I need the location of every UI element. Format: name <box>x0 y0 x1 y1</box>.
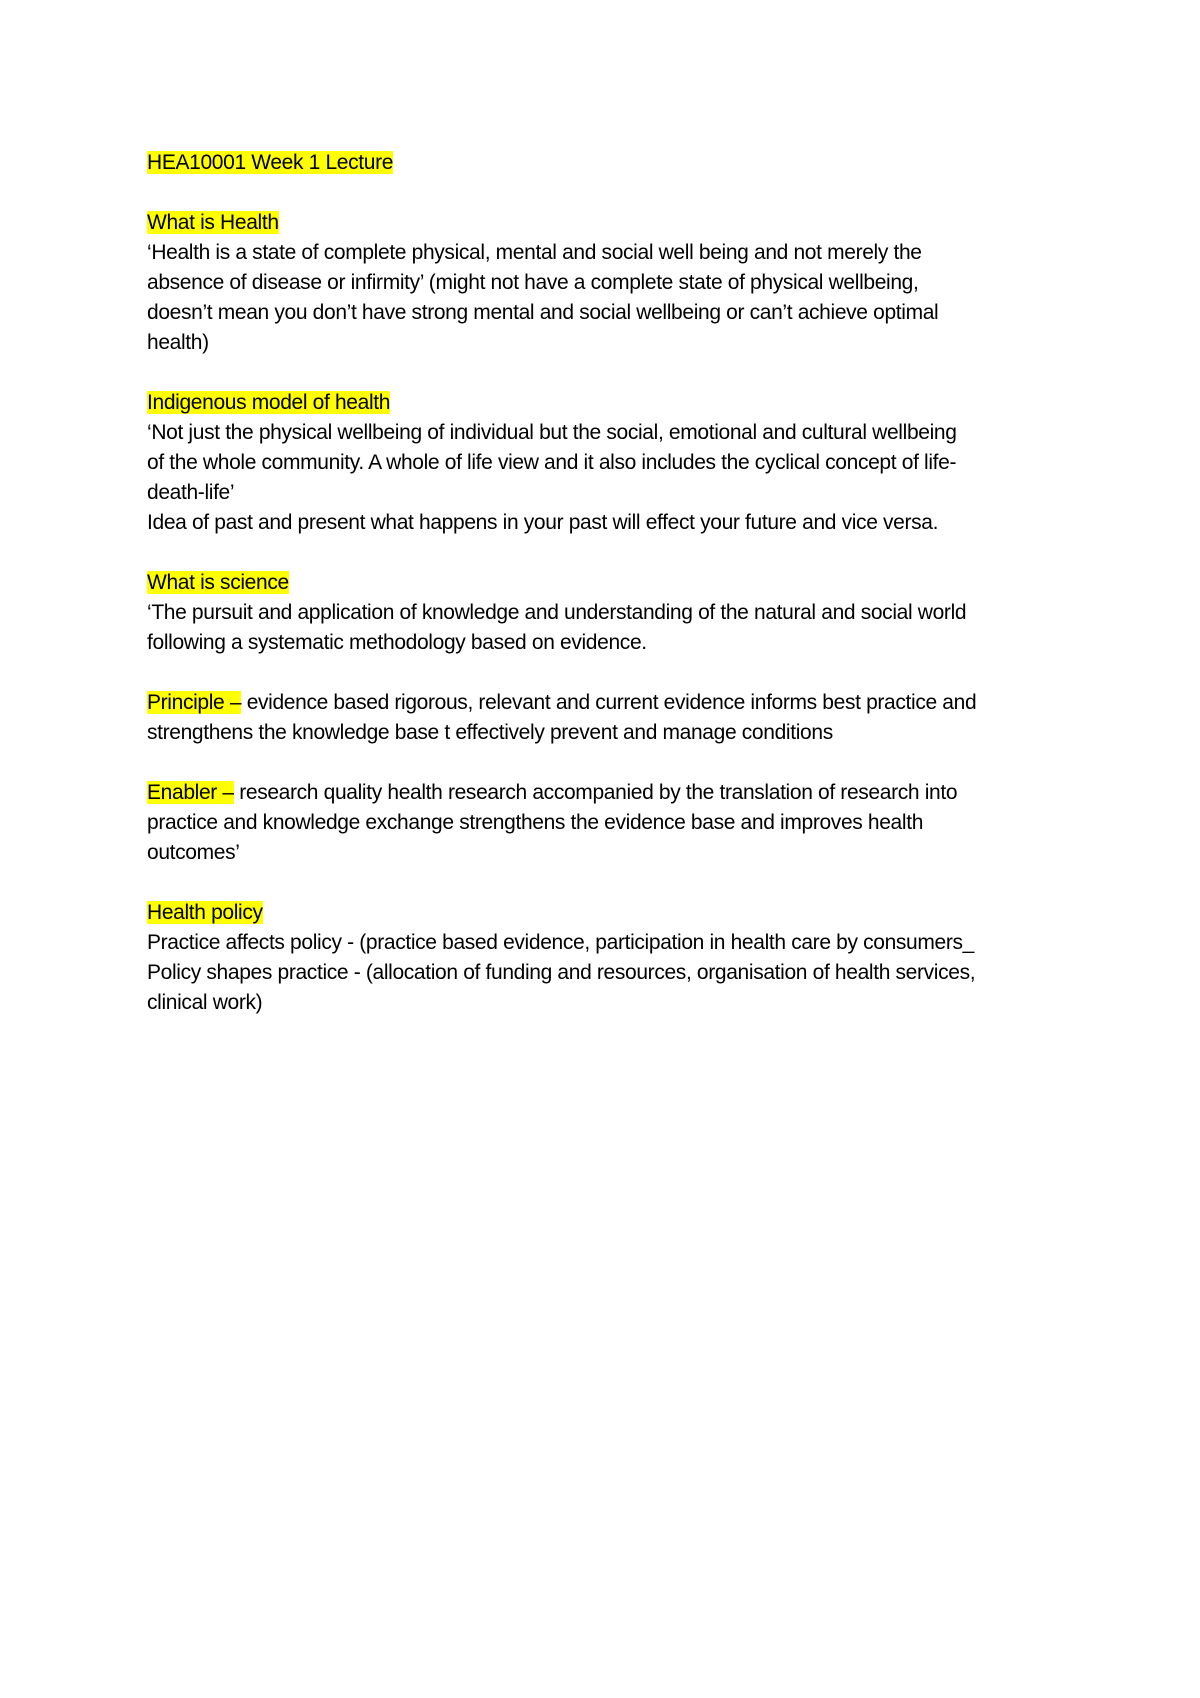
body-line: Policy shapes practice - (allocation of funding and resources, organisation of health services, <box>147 961 976 984</box>
body-line: Idea of past and present what happens in your past will effect your future and vice versa. <box>147 511 939 534</box>
body-line: absence of disease or infirmity’ (might not have a complete state of physical wellbeing, <box>147 271 919 294</box>
title-block <box>147 148 1077 178</box>
body-line: practice and knowledge exchange strengthens the evidence base and improves health <box>147 811 924 834</box>
body-line: following a systematic methodology based on evidence. <box>147 631 647 654</box>
section-heading: Indigenous model of health <box>147 391 391 414</box>
section-indigenous-model <box>147 388 1077 538</box>
body-line: clinical work) <box>147 991 263 1014</box>
body-line: ‘Not just the physical wellbeing of individual but the social, emotional and cultural wellbeing <box>147 421 957 444</box>
section-enabler <box>147 778 1077 868</box>
body-line: strengthens the knowledge base t effectively prevent and manage conditions <box>147 721 833 744</box>
document-title: HEA10001 Week 1 Lecture <box>147 151 394 174</box>
body-line: doesn’t mean you don’t have strong mental and social wellbeing or can’t achieve optimal <box>147 301 939 324</box>
section-heading: What is science <box>147 571 289 594</box>
body-line: ‘The pursuit and application of knowledge and understanding of the natural and social world <box>147 601 967 624</box>
body-line: outcomes’ <box>147 841 240 864</box>
section-principle <box>147 688 1077 748</box>
body-line: health) <box>147 331 209 354</box>
section-heading: What is Health <box>147 211 279 234</box>
body-text: research quality health research accompanied by the translation of research into <box>233 781 958 804</box>
section-heading: Enabler – <box>147 781 234 804</box>
body-line: death-life’ <box>147 481 235 504</box>
document-body <box>147 148 1077 1048</box>
section-what-is-science <box>147 568 1077 658</box>
section-health-policy <box>147 898 1077 1018</box>
section-heading: Health policy <box>147 901 263 924</box>
body-line: ‘Health is a state of complete physical, mental and social well being and not merely the <box>147 241 922 264</box>
body-line: Practice affects policy - (practice based evidence, participation in health care by consumers_ <box>147 931 974 954</box>
body-line: of the whole community. A whole of life view and it also includes the cyclical concept of life- <box>147 451 957 474</box>
section-what-is-health <box>147 208 1077 358</box>
section-heading: Principle – <box>147 691 242 714</box>
body-text: evidence based rigorous, relevant and current evidence informs best practice and <box>241 691 977 714</box>
